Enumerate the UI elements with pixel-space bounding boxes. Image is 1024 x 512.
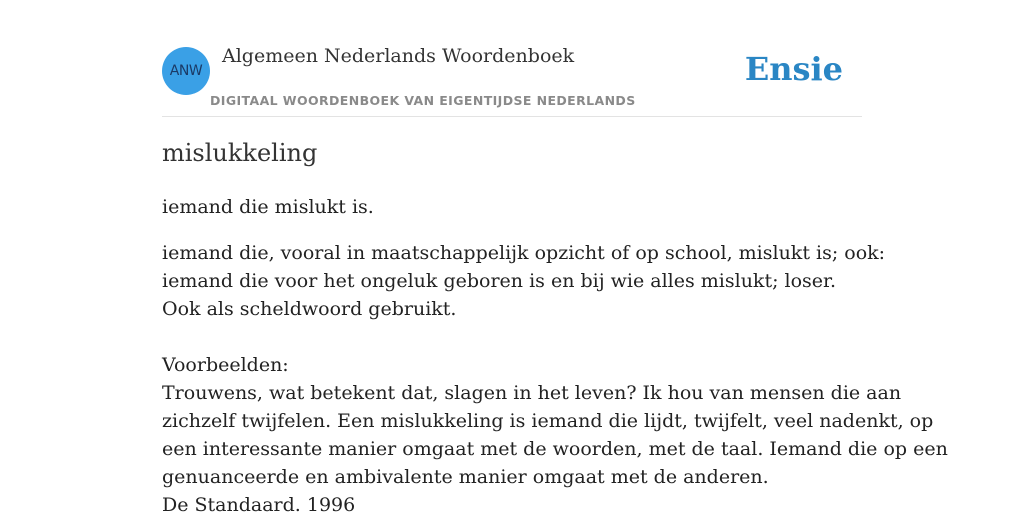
ensie-brand-link[interactable]: Ensie xyxy=(744,50,843,88)
dictionary-subtitle: DIGITAAL WOORDENBOEK VAN EIGENTIJDSE NEDERLANDS xyxy=(210,93,636,108)
entry-headword: mislukkeling xyxy=(162,139,318,167)
example-line: Trouwens, wat betekent dat, slagen in het leven? Ik hou van mensen die aan xyxy=(162,382,902,404)
definition-line: iemand die, vooral in maatschappelijk opzicht of op school, mislukt is; ook: xyxy=(162,242,886,264)
logo-text: ANW xyxy=(169,63,203,79)
anw-logo[interactable] xyxy=(162,47,210,95)
definition-body xyxy=(162,239,948,512)
dictionary-title[interactable]: Algemeen Nederlands Woordenboek xyxy=(222,45,575,67)
example-line: genuanceerde en ambivalente manier omgaat met de anderen. xyxy=(162,466,769,488)
example-line: een interessante manier omgaat met de woorden, met de taal. Iemand die op een xyxy=(162,438,948,460)
short-definition: iemand die mislukt is. xyxy=(162,196,374,218)
spacer xyxy=(162,323,862,351)
example-line: zichzelf twijfelen. Een mislukkeling is iemand die lijdt, twijfelt, veel nadenkt, op xyxy=(162,410,934,432)
main-container xyxy=(162,0,948,512)
site-header xyxy=(162,0,862,117)
definition-line: iemand die voor het ongeluk geboren is en bij wie alles mislukt; loser. xyxy=(162,270,837,292)
definition-line: Ook als scheldwoord gebruikt. xyxy=(162,298,457,320)
example-source: De Standaard. 1996 xyxy=(162,494,356,512)
examples-label: Voorbeelden: xyxy=(162,354,289,376)
